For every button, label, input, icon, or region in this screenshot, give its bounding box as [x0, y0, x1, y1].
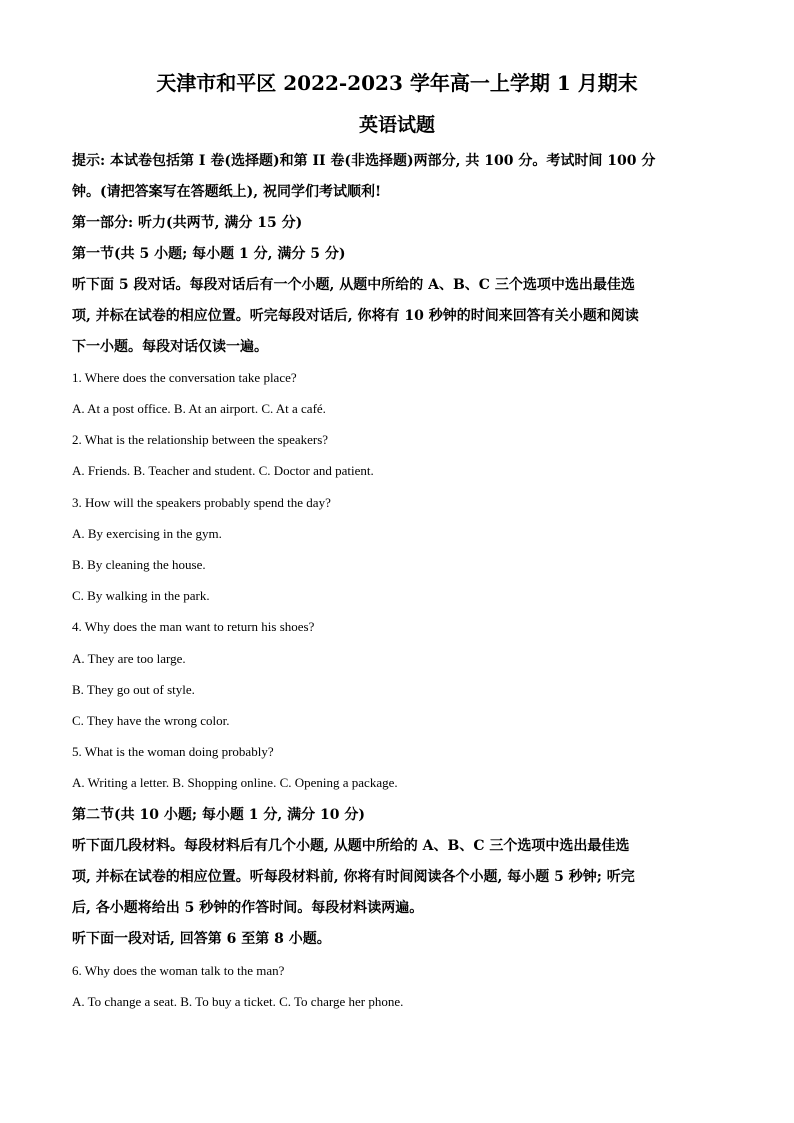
question-1-stem: 1. Where does the conversation take place?	[72, 370, 297, 385]
question-4-option-a: A. They are too large.	[72, 651, 186, 666]
question-2-options: A. Friends. B. Teacher and student. C. Doctor and patient.	[72, 463, 374, 478]
part1-heading: 第一部分: 听力(共两节, 满分 15 分)	[72, 215, 303, 231]
exam-title: 天津市和平区 2022-2023 学年高一上学期 1 月期末	[156, 71, 638, 95]
question-6-options: A. To change a seat. B. To buy a ticket. C. To charge her phone.	[72, 994, 404, 1009]
section2-heading: 第二节(共 10 小题; 每小题 1 分, 满分 10 分)	[72, 807, 365, 823]
question-6-stem: 6. Why does the woman talk to the man?	[72, 963, 285, 978]
section2-instruction-2: 项, 并标在试卷的相应位置。听每段材料前, 你将有时间阅读各个小题, 每小题 5 秒钟; 听完	[72, 869, 635, 885]
question-5-stem: 5. What is the woman doing probably?	[72, 744, 274, 759]
question-4-stem: 4. Why does the man want to return his shoes?	[72, 619, 315, 634]
question-3-option-c: C. By walking in the park.	[72, 588, 210, 603]
notice-line-1: 提示: 本试卷包括第 I 卷(选择题)和第 II 卷(非选择题)两部分, 共 100 分。考试时间 100 分	[72, 153, 656, 169]
exam-subtitle: 英语试题	[358, 114, 435, 136]
section2-instruction-1: 听下面几段材料。每段材料后有几个小题, 从题中所给的 A、B、C 三个选项中选出最佳选	[72, 838, 630, 854]
question-3-option-a: A. By exercising in the gym.	[72, 526, 222, 541]
question-1-options: A. At a post office. B. At an airport. C. At a café.	[72, 401, 326, 416]
question-5-options: A. Writing a letter. B. Shopping online. C. Opening a package.	[72, 775, 398, 790]
question-3-option-b: B. By cleaning the house.	[72, 557, 206, 572]
question-3-stem: 3. How will the speakers probably spend the day?	[72, 495, 331, 510]
notice-line-2: 钟。(请把答案写在答题纸上), 祝同学们考试顺利!	[72, 184, 382, 200]
question-4-option-c: C. They have the wrong color.	[72, 713, 230, 728]
section2-instruction-3: 后, 各小题将给出 5 秒钟的作答时间。每段材料读两遍。	[72, 900, 424, 916]
question-4-option-b: B. They go out of style.	[72, 682, 195, 697]
dialog-intro: 听下面一段对话, 回答第 6 至第 8 小题。	[72, 931, 331, 947]
question-2-stem: 2. What is the relationship between the speakers?	[72, 432, 329, 447]
section1-instruction-1: 听下面 5 段对话。每段对话后有一个小题, 从题中所给的 A、B、C 三个选项中选出最佳选	[72, 277, 635, 293]
section1-heading: 第一节(共 5 小题; 每小题 1 分, 满分 5 分)	[72, 246, 346, 262]
section1-instruction-2: 项, 并标在试卷的相应位置。听完每段对话后, 你将有 10 秒钟的时间来回答有关小题和阅读	[72, 308, 639, 324]
section1-instruction-3: 下一小题。每段对话仅读一遍。	[72, 339, 268, 355]
